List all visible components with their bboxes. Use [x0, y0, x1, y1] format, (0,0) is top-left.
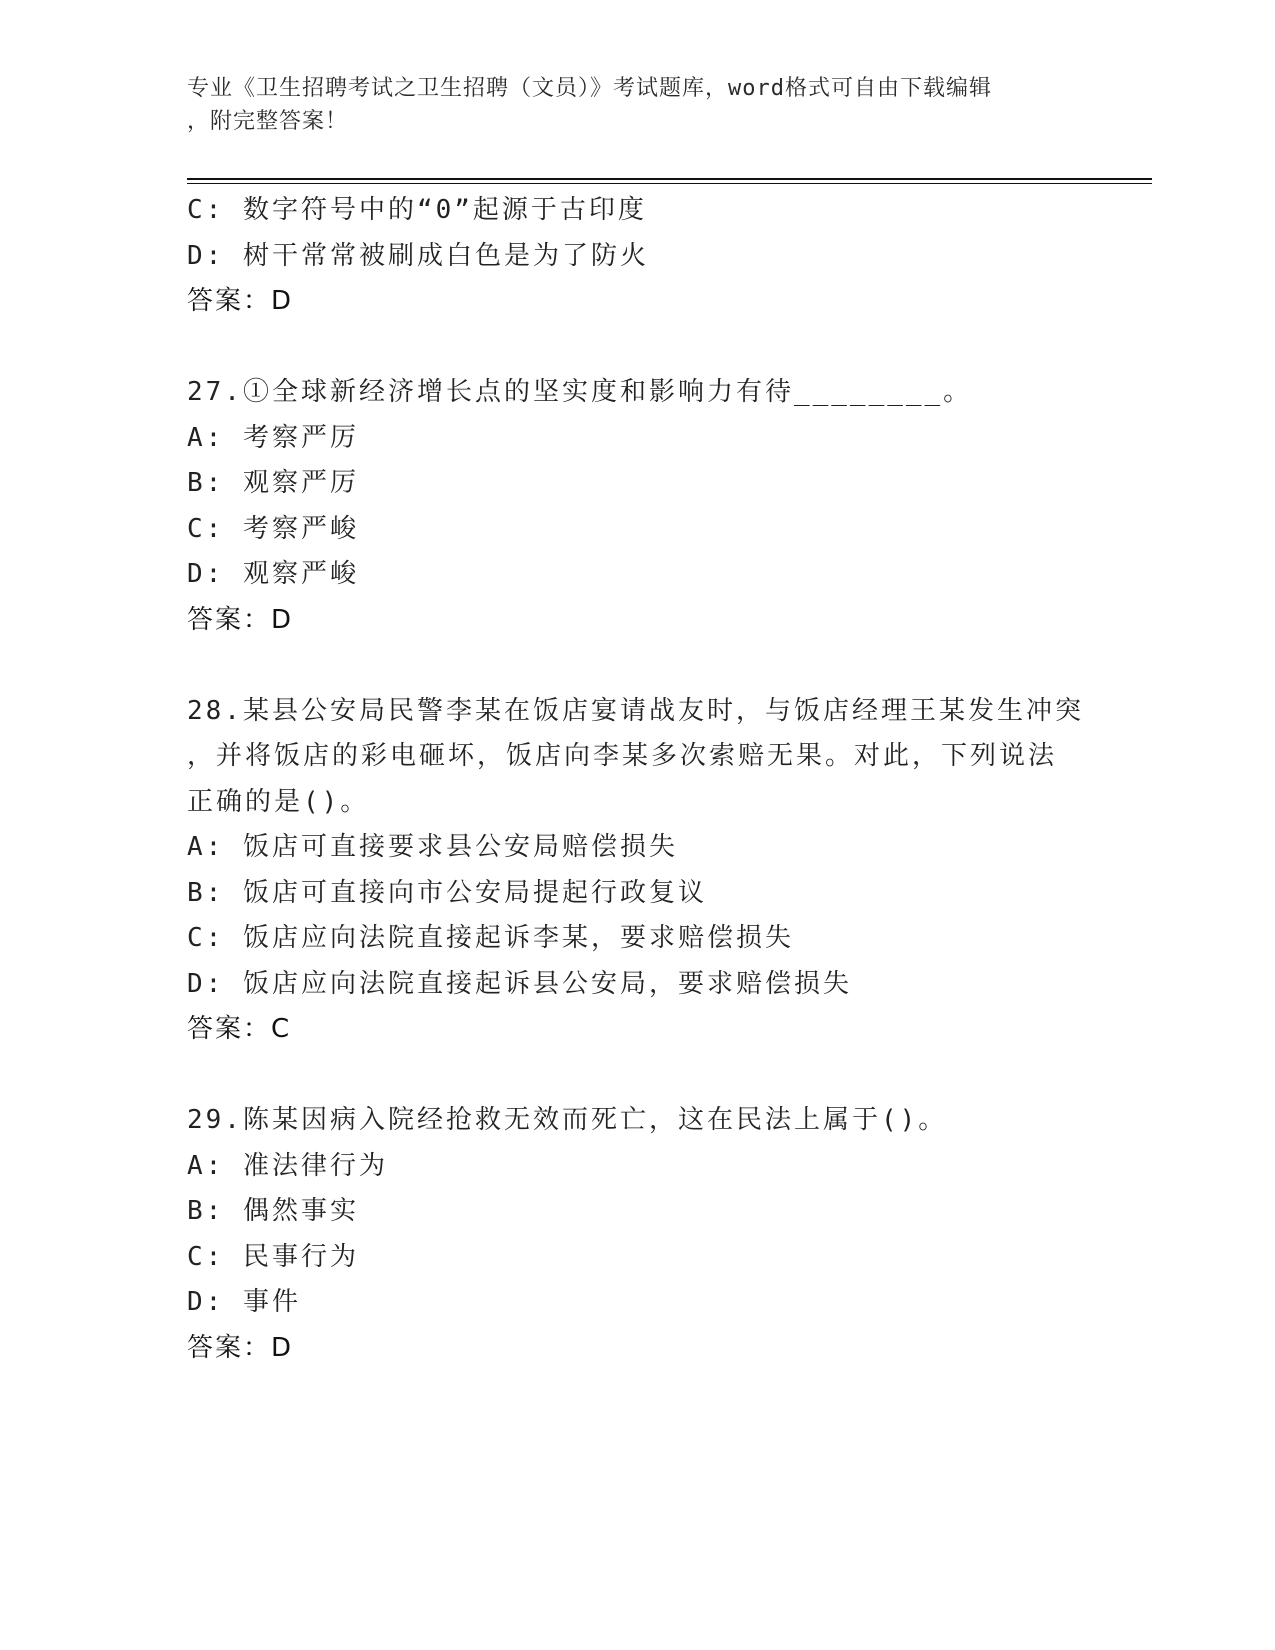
option-a: A: 准法律行为 [187, 1150, 388, 1181]
option-b: B: 观察严厉 [187, 468, 359, 498]
header-rule-thick [187, 178, 1152, 180]
answer-line: 答案：C [187, 1014, 292, 1044]
header-rule-thin [187, 183, 1152, 184]
spacer [187, 325, 1087, 371]
question-stem: 29.陈某因病入院经抢救无效而死亡，这在民法上属于()。 [187, 1105, 948, 1135]
question-28 [187, 689, 1087, 1053]
spacer [187, 1053, 1087, 1099]
answer-line: 答案：D [187, 1332, 294, 1363]
previous-question-block [187, 188, 1087, 325]
option-d: D: 树干常常被刷成白色是为了防火 [187, 240, 649, 271]
option-a: A: 饭店可直接要求县公安局赔偿损失 [187, 832, 678, 862]
document-header [187, 72, 1067, 138]
answer-line: 答案：D [187, 604, 294, 635]
option-c: C: 数字符号中的“0”起源于古印度 [187, 195, 647, 225]
option-d: D: 观察严峻 [187, 559, 359, 589]
answer-line: 答案：D [187, 286, 294, 316]
option-c: C: 民事行为 [187, 1241, 359, 1272]
question-stem-line-2: ，并将饭店的彩电砸坏，饭店向李某多次索赔无果。对此，下列说法 [187, 741, 1058, 771]
question-27 [187, 370, 1087, 643]
question-stem-line-1: 28.某县公安局民警李某在饭店宴请战友时，与饭店经理王某发生冲突 [187, 695, 1084, 726]
option-c: C: 考察严峻 [187, 513, 359, 544]
question-stem: 27.①全球新经济增长点的坚实度和影响力有待________。 [187, 377, 973, 407]
spacer [187, 643, 1087, 689]
option-a: A: 考察严厉 [187, 422, 359, 453]
option-d: D: 事件 [187, 1287, 301, 1317]
question-29 [187, 1098, 1087, 1371]
option-b: B: 饭店可直接向市公安局提起行政复议 [187, 877, 707, 908]
header-line-1: 专业《卫生招聘考试之卫生招聘（文员）》考试题库，word格式可自由下载编辑 [187, 76, 992, 101]
option-c: C: 饭店应向法院直接起诉李某，要求赔偿损失 [187, 923, 794, 953]
option-b: B: 偶然事实 [187, 1196, 359, 1226]
question-content [187, 188, 1087, 1371]
option-d: D: 饭店应向法院直接起诉县公安局，要求赔偿损失 [187, 968, 852, 999]
question-stem-line-3: 正确的是()。 [187, 786, 370, 817]
header-line-2: ，附完整答案！ [187, 109, 349, 134]
